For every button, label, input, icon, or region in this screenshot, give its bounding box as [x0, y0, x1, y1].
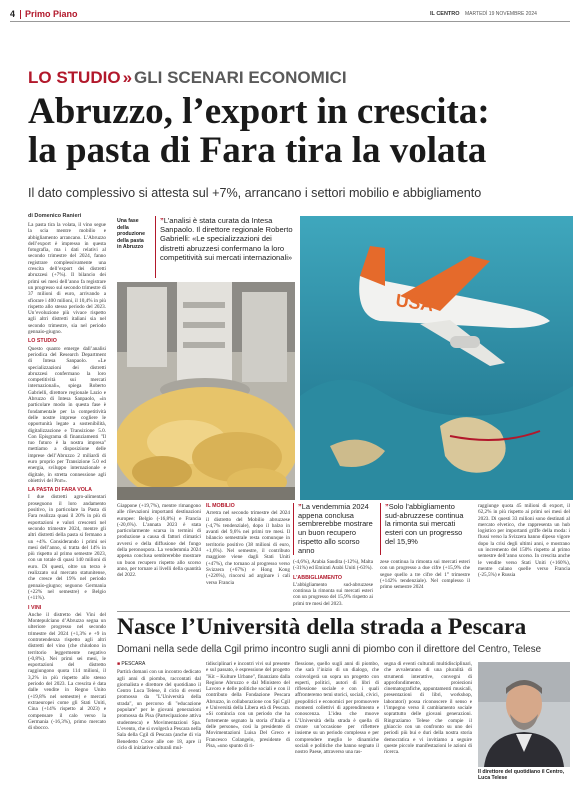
- subheadline: Il dato complessivo si attesta sul +7%, arrancano i settori mobilio e abbigliamento: [28, 186, 482, 200]
- header-divider: [20, 10, 21, 19]
- kicker-title: GLI SCENARI ECONOMICI: [134, 68, 347, 87]
- brand-name: IL CENTRO: [430, 11, 460, 17]
- section-name: Primo Piano: [25, 9, 78, 19]
- section-divider: [117, 611, 570, 612]
- portrait-photo: [478, 662, 570, 767]
- headline: [28, 92, 568, 170]
- uni-column-4: [384, 661, 472, 789]
- pasta-photo-art: [117, 282, 295, 500]
- column-1-subheading-3: I VINI: [28, 604, 42, 611]
- column-5-paragraph: zese continua la rimonta sui mercati esteri con un progresso a due cifre (+15,9% che segue quello a tre cifre del 1° trimestre (+142% tendenziale). Nel complesso il primo semestre 2024: [380, 559, 470, 591]
- column-4-paragraph-1: (-4,6%), Arabia Saudita (-12%), Malta (-31%) ed Emirati Arabi Uniti (-63%).: [293, 559, 373, 572]
- uni-column-1: [117, 661, 201, 789]
- issue-date: MARTEDÌ 19 NOVEMBRE 2024: [465, 11, 537, 17]
- svg-text:USA: USA: [394, 290, 435, 316]
- headline-line-2: la pasta di Fara tira la volata: [28, 130, 487, 171]
- article-column-1: [28, 222, 106, 788]
- column-1-subheading-2: LA PASTA DI FARA VOLA: [28, 487, 92, 494]
- uni-column-4-text: segna di eventi culturali multidisciplinari, che avvaleranno di una pluralità di strumenti interattive, convegni di approfondimento, proiezioni cinematografiche, appuntamenti musicali, presentazioni di libri, workshop, laboratori) possa riconoscere il senso e l’impegno verso il cambiamento sociale soprattutto delle giovani generazioni. Ringraziamo Telese che compie il ghiaccio con un confronto su uno dei periodi più bui e duri della nostra storia democratica e vi invitiamo a seguire queste piccole manifestazioni le azioni di ricerca.: [384, 661, 472, 756]
- article-column-3: [206, 503, 290, 607]
- city-tag-text: PESCARA: [121, 661, 146, 667]
- headline-line-1: Abruzzo, l’export in crescita:: [28, 91, 490, 132]
- article-column-4: [293, 559, 373, 607]
- column-2-paragraph: Giappone (+19,7%), mentre rimangono alle rilevazioni importanti destinazioni europee: Belgio (-16,8%) e Francia (-20,6%). L’annata 2023 è stata particolarmente scarsa in termini di produzione a causa di fattori climatici avversi e della diffusione del fungo della peronospora. La vendemmia 2024 appena conclusa sembrerebbe mostrare un buon recupero rispetto allo scorso anno, per tornare ai livelli della quantità del 2022.: [117, 503, 201, 579]
- column-1-subheading-1: LO STUDIO: [28, 338, 57, 345]
- pull-quote-right: ”Solo l’abbigliamento sud-abruzzese continua la rimonta sui mercati esteri con un progresso del 15,9%: [380, 503, 470, 555]
- uni-column-3: [295, 661, 379, 789]
- column-6-paragraph: raggiunge quota 45 milioni di export, il 62,2% in più rispetto ai primi sei mesi del 2023. Di questi 33 milioni sono destinati al mercato elvetico, che rappresenta un hub logistico per importanti griffe della moda: i flussi verso la Svizzera hanno dipeso vigore dopo la crisi degli ultimi anni, e mostrano un incremento del 150% rispetto al primo semestre dell’anno scorso. In crescita anche le vendite verso Stati Uniti (+160%), mentre calano quelle verso Francia (-25,5%) e Russia: [478, 503, 570, 579]
- portrait-art: [478, 662, 570, 767]
- article-column-5: [380, 559, 470, 607]
- column-1-paragraph-1: La pasta tira la volata, il vino segue la scia mentre mobilio e abbigliamento arrancano. L’Abruzzo dell’export è impresso in questa fotografia, ma i dati relativi al secondo trimestre del 2024, fanno registrare complessivamente una crescita dell’export dei distretti abruzzesi (+7%). Il bilancio dei primi sei mesi dell’anno fa registrare un progresso sul secondo trimestre di 37 milioni di euro, arrivando a sfiorare i 400 milioni, il 10,4% in più rispetto allo stesso periodo del 2023. Un’evoluzione più vivace rispetto agli altri distretti italiani sia nel secondo trimestre, sia nel periodo gennaio-giugno.: [28, 222, 106, 336]
- column-1-paragraph-3: I due distretti agro-alimentari proseguono il loro andamento positivo, in particolare la Pasta di Fara realizza quasi il 20% in più di esportazioni e valori crescenti nel secondo trimestre 2024, mentre gli altri distretti della pasta si fermano a un +4%. Considerando i primi sei mesi dell’anno, si tratta del 14% in più rispetto al primo semestre 2023, con un totale di quasi 140 milioni di euro. Di questi, oltre un terzo è realizzato sul mercato statunitense, che cresce del 19% nel periodo gennaio-giugno; seguono Germania (+22% nel semestre) e Belgio (+11%).: [28, 494, 106, 602]
- column-1-paragraph-2: Questo quanto emerge dall’analisi periodica del Research Department di Intesa Sanpaolo. «Le specializzazioni dei distretti abruzzesi confermano la loro competitività sui mercati internazionali», spiega Roberto Gabrielli, direttore regionale Lazio e Abruzzo di Intesa Sanpaolo, «in particolare modo in questa fase è fondamentale per la competitività delle nostre imprese cogliere le opportunità legate a sostenibilità, digitalizzazione e Transizione 5.0. Con Episgrama di finanziamenti "Il tuo futuro è la nostra impresa" mettiamo a disposizione delle imprese dell’Abruzzo 2 miliardi di euro proprio per Transizione 5.0 ed energia, sviluppo internazionale e digitale, in stretta connessione agli obiettivi del Pnrr».: [28, 345, 106, 484]
- pasta-production-photo: [117, 282, 295, 500]
- headline-2: Nasce l’Università della strada a Pescara: [117, 614, 527, 640]
- city-tag: ■ PESCARA: [117, 661, 146, 667]
- column-4-subheading: L’ABBIGLIAMENTO: [293, 574, 343, 581]
- article-column-6: [478, 503, 570, 607]
- pull-quote-right-text: Solo l’abbigliamento sud-abruzzese continua la rimonta sui mercati esteri con un progresso del 15,9%: [385, 503, 464, 546]
- uni-column-2-text: tidisciplinari e incontri vivi sul presente e sul passato, è espressione del progetto "Kit – Kulture Urbane", finanziato dalla Regione Abruzzo e dal Ministero del Lavoro e delle politiche sociali e con il contributo della Fondazione Pescara Abruzzo, in collaborazione con Spi Cgil e Università della Libera età di Pescara. «Si comincia con un periodo che ha fortemente segnato la storia d’Italia e delle persone», così la presidente di Movimentazioni Luisa Del Greco e Francesco Colangelo, presidente di Pisa, «uno spunto di ri-: [206, 661, 290, 749]
- kicker-arrows: »: [122, 68, 133, 87]
- pull-quote-top-text: L’analisi è stata curata da Intesa Sanpaolo. Il direttore regionale Roberto Gabrielli: «Le specializzazioni dei distretti abruzzesi confermano la loro competitività sui mercati internazionali»: [160, 216, 293, 262]
- column-3-subheading: IL MOBILIO: [206, 503, 235, 509]
- pull-quote-middle: ”La vendemmia 2024 appena conclusa sembrerebbe mostrare un buon recupero rispetto allo scorso anno: [293, 503, 373, 555]
- uni-column-1-text: Partirà domani con un incontro dedicato agli anni di piombo, raccontati dal giornalista e direttore del quotidiano il Centro Luca Telese, il ciclo di eventi promosso da "L’Università della strada", un percorso di "educazione popolare" per le giovani generazioni promossa da Pisa (Partecipazione attiva studentesca) e Movimentazioni Spa. L’evento, che si svolgerà a Pescara nella Sala della Cgil di Pescara (anche di via Benedetto Croce alle ore 18, apre il ciclo di iniziative culturali mul-: [117, 669, 201, 751]
- pull-quote-middle-text: La vendemmia 2024 appena conclusa sembrerebbe mostrare un buon recupero rispetto allo scorso anno: [298, 503, 373, 555]
- page-header: [10, 8, 570, 22]
- kicker-tag: LO STUDIO: [28, 68, 121, 87]
- column-3-paragraph: Arretra nel secondo trimestre del 2024 il distretto del Mobilio abruzzese (-4,7% tendenziale), dopo il balzo in avanti del 9,6% nei primi tre mesi. Il bilancio semestrale resta comunque in territorio positivo (38 milioni di euro, +1,6%). Nel semestre, il contributo maggiore viene dagli Stati Uniti (+47%), che tornano al progresso verso Svizzera (+67%) e Hong Kong (+226%), rincorsi ad arginare i cali verso Francia: [206, 510, 290, 586]
- subheadline-2: Domani nella sede della Cgil primo incontro sugli anni di piombo con il direttore del Centro, Telese: [117, 644, 542, 655]
- article-column-2: [117, 503, 201, 607]
- airplane-art: [300, 216, 573, 500]
- uni-column-2: [206, 661, 290, 789]
- byline: di Domenico Ranieri: [28, 213, 82, 219]
- uni-column-3-text: flessione, quello sugli anni di piombo, che sarà l’inizio di un dialogo, che coinvolgerà un sopra un progetto con esperti, politici, autori di libri di riflessione sociale e con i quali affronteremo temi storici, sociali, civici, geopolitici e economici per promuovere momenti collettivi di apprendimento e conoscenza. L’idea che muove L’Università della strada è quella di creare un’occasione per riflettere insieme su un periodo complesso e per comprendere meglio le dinamiche sociali e politiche che hanno segnato il nostro Paese, attraverso una ras-: [295, 661, 379, 756]
- column-4-paragraph-2: L’abbigliamento sud-abruzzese continua la rimonta sui mercati esteri con un progresso del 15,9% rispetto ai primi tre mesi del 2023.: [293, 581, 373, 607]
- page-number: 4: [10, 9, 16, 19]
- airplane-illustration: [300, 216, 573, 500]
- photo-caption: Una fase della produzione della pasta in Abruzzo: [117, 218, 145, 250]
- column-1-paragraph-4: Anche il distretto dei Vini del Montepulciano d’Abruzzo segna un ulteriore progresso nel secondo trimestre del 2024 (+1,3% e +9 in controtendenza rispetto agli altri distretti del vino (che chiudono in territorio leggermente negativo (-0,8%). Nei primi sei mesi, le esportazioni del distretto raggiungono quota 114 milioni, il 3,2% in più rispetto allo stesso periodo del 2023. La crescita è data dalle vendite in Regno Unito (+19,8% nel semestre) e mercati extraeuropei come gli Stati Uniti, Cina (+14% rispetto al 2023) e compensare il calo verso la Germania (-16,3%), primo mercato di sbocco.: [28, 611, 106, 732]
- portrait-caption: Il direttore del quotidiano il Centro, Luca Telese: [478, 769, 565, 782]
- kicker: [28, 68, 347, 88]
- pull-quote-top: ”L’analisi è stata curata da Intesa Sanpaolo. Il direttore regionale Roberto Gabrielli: «Le specializzazioni dei distretti abruzzesi confermano la loro competitività sui mercati internazionali»: [155, 216, 295, 278]
